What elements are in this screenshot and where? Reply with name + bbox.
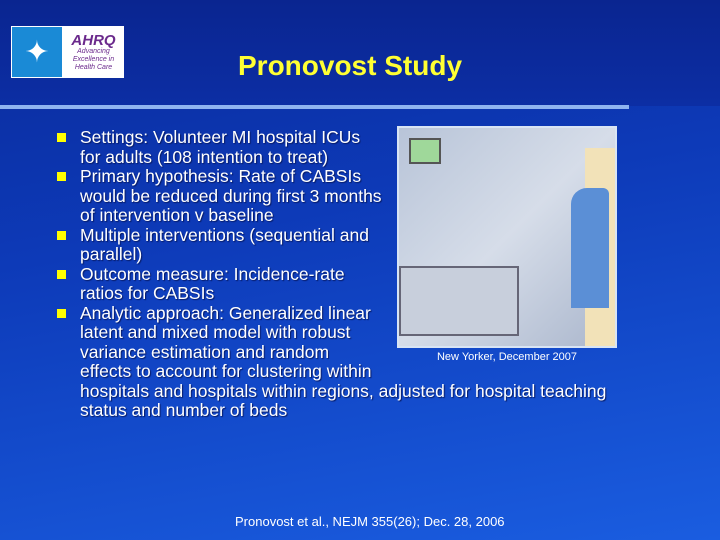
bullet-text: Outcome measure: Incidence-rate ratios for CABSIs [80, 263, 345, 303]
citation: Pronovost et al., NEJM 355(26); Dec. 28, 2006 [235, 514, 505, 529]
bullet-text: Settings: Volunteer MI hospital ICUs for adults (108 intention to treat) [80, 127, 361, 167]
title-divider [0, 105, 629, 109]
bullet-square-icon [57, 270, 66, 279]
slide-title: Pronovost Study [238, 50, 463, 81]
bullet-text: Primary hypothesis: Rate of CABSIs would be reduced during first 3 months of intervention v baseline [80, 166, 382, 225]
bullet-list [57, 126, 617, 421]
bullet-item [57, 128, 617, 167]
ahrq-logo [11, 26, 124, 78]
bullet-square-icon [57, 231, 66, 240]
bullet-text: Multiple interventions (sequential and parallel) [80, 224, 369, 264]
bullet-text: Analytic approach: Generalized linear latent and mixed model with robust variance estimation and random effects to account for clustering within hospitals and hospitals within regions, adjusted for hospital teaching status and number of beds [80, 302, 607, 420]
logo-tagline: Advancing Excellence in Health Care [72, 47, 115, 71]
bullet-square-icon [57, 133, 66, 142]
bullet-item [57, 226, 617, 265]
slide-content [57, 126, 617, 421]
bullet-square-icon [57, 309, 66, 318]
bullet-square-icon [57, 172, 66, 181]
bullet-item [57, 167, 617, 226]
bullet-item [57, 265, 617, 304]
image-caption: New Yorker, December 2007 [436, 351, 578, 363]
logo-brand: AHRQ [71, 31, 116, 49]
bullet-item [57, 304, 617, 421]
hhs-eagle-icon: ✦ [11, 26, 63, 78]
